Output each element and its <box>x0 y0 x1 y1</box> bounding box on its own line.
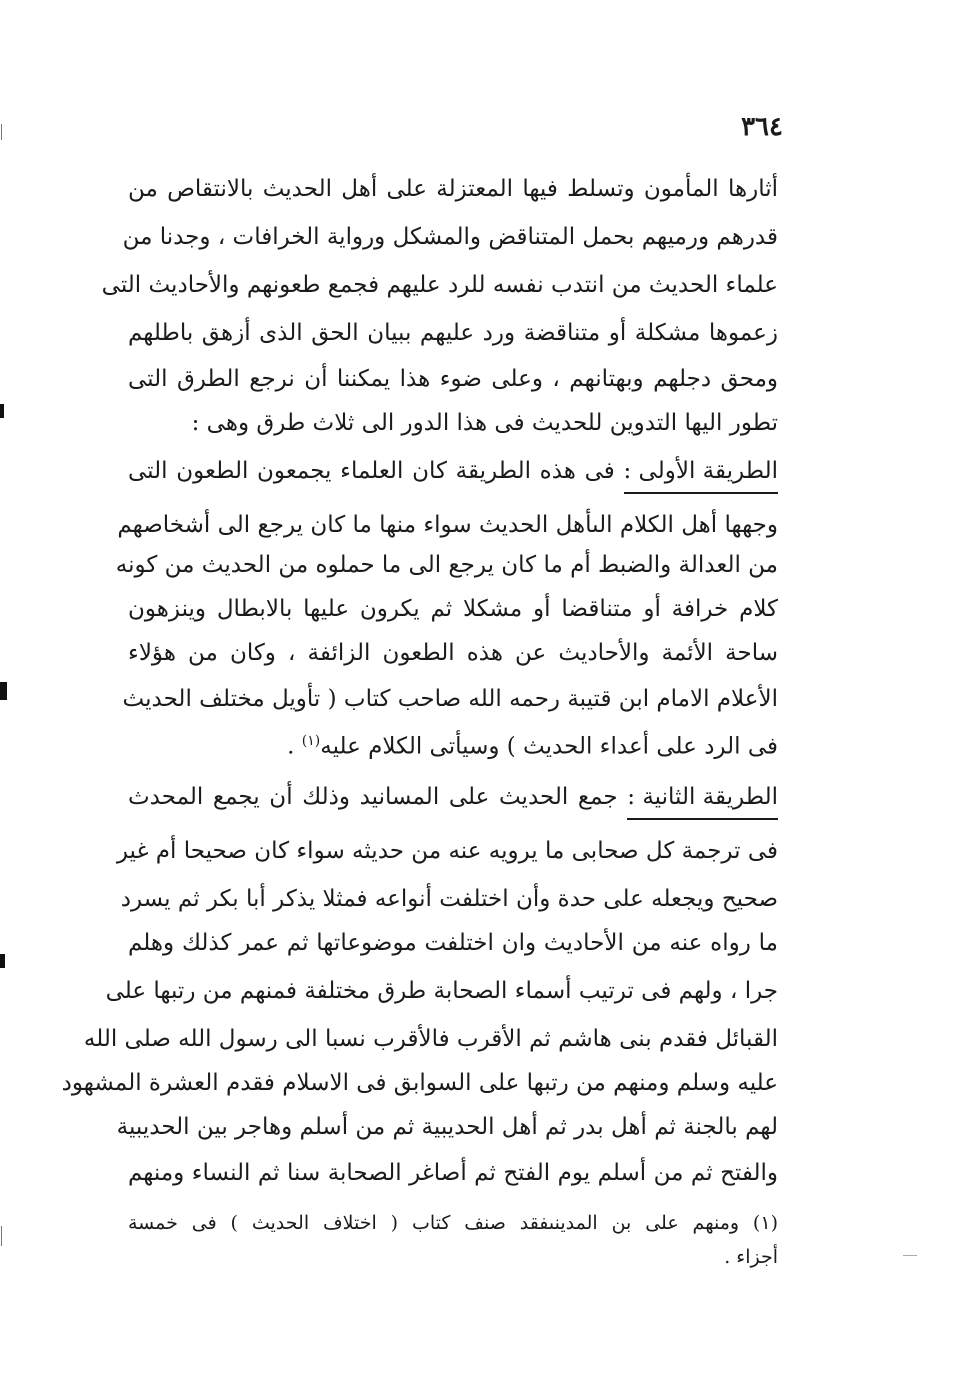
text-line: علماء الحديث من انتدب نفسه للرد عليهم فجمع طعونهم والأحاديث التى <box>101 272 778 298</box>
section-heading-second: الطريقة الثانية : <box>627 782 778 820</box>
text-fragment: فى هذه الطريقة كان العلماء يجمعون الطعون التى <box>128 458 615 484</box>
footnote-line: أجزاء . <box>724 1246 778 1268</box>
text-line: ما رواه عنه من الأحاديث وان اختلفت موضوعاتها ثم عمر كذلك وهلم <box>128 930 778 956</box>
section-second-line <box>128 782 778 820</box>
text-line: عليه وسلم ومنهم من رتبها على السوابق فى الاسلام فقدم العشرة المشهود <box>61 1070 778 1096</box>
scan-mark <box>0 954 5 968</box>
text-line <box>128 726 778 762</box>
scan-mark <box>1 1226 2 1246</box>
scan-mark <box>903 1255 917 1256</box>
text-line: وجهها أهل الكلام الىأهل الحديث سواء منها ما كان يرجع الى أشخاصهم <box>117 512 778 538</box>
text-line: القبائل فقدم بنى هاشم ثم الأقرب فالأقرب نسبا الى رسول الله صلى الله <box>83 1026 778 1052</box>
scan-mark <box>1 124 2 140</box>
text-line: ومحق دجلهم وبهتانهم ، وعلى ضوء هذا يمكننا أن نرجع الطرق التى <box>128 366 778 392</box>
text-line: جرا ، ولهم فى ترتيب أسماء الصحابة طرق مختلفة فمنهم من رتبها على <box>105 978 778 1004</box>
footnote-line: (١) ومنهم على بن المدينىفقد صنف كتاب ( اختلاف الحديث ) فى خمسة <box>128 1212 778 1234</box>
text-fragment: جمع الحديث على المسانيد وذلك أن يجمع المحدث <box>128 784 618 810</box>
scan-mark <box>0 682 7 700</box>
text-line: فى ترجمة كل صحابى ما يرويه عنه من حديثه سواء كان صحيحا أم غير <box>116 838 778 864</box>
text-line: ساحة الأئمة والأحاديث عن هذه الطعون الزائفة ، وكان من هؤلاء <box>128 640 778 666</box>
page-number: ٣٦٤ <box>741 112 783 142</box>
text-line: تطور اليها التدوين للحديث فى هذا الدور الى ثلاث طرق وهى : <box>191 410 778 436</box>
text-line: قدرهم ورميهم بحمل المتناقض والمشكل ورواية الخرافات ، وجدنا من <box>122 224 778 250</box>
text-line: كلام خرافة أو متناقضا أو مشكلا ثم يكرون عليها بالابطال وينزهون <box>128 596 778 622</box>
text-line: الأعلام الامام ابن قتيبة رحمه الله صاحب كتاب ( تأويل مختلف الحديث <box>122 686 778 712</box>
section-first-line <box>128 456 778 494</box>
text-line: والفتح ثم من أسلم يوم الفتح ثم أصاغر الصحابة سنا ثم النساء ومنهم <box>128 1160 778 1186</box>
text-line: صحيح ويجعله على حدة وأن اختلفت أنواعه فمثلا يذكر أبا بكر ثم يسرد <box>120 886 778 912</box>
text-fragment: فى الرد على أعداء الحديث ) وسيأتى الكلام عليه <box>320 733 778 760</box>
footnote-reference: (١) <box>301 733 321 749</box>
text-line: أثارها المأمون وتسلط فيها المعتزلة على أهل الحديث بالانتقاص من <box>128 176 778 202</box>
text-line: زعموها مشكلة أو متناقضة ورد عليهم ببيان الحق الذى أزهق باطلهم <box>128 320 778 346</box>
text-line: من العدالة والضبط أم ما كان يرجع الى ما حملوه من الحديث من كونه <box>115 552 778 578</box>
text-fragment: . <box>287 733 302 760</box>
section-heading-first: الطريقة الأولى : <box>624 456 779 494</box>
text-line: لهم بالجنة ثم أهل بدر ثم أهل الحديبية ثم من أسلم وهاجر بين الحديبية <box>116 1114 778 1140</box>
scan-mark <box>0 404 4 418</box>
